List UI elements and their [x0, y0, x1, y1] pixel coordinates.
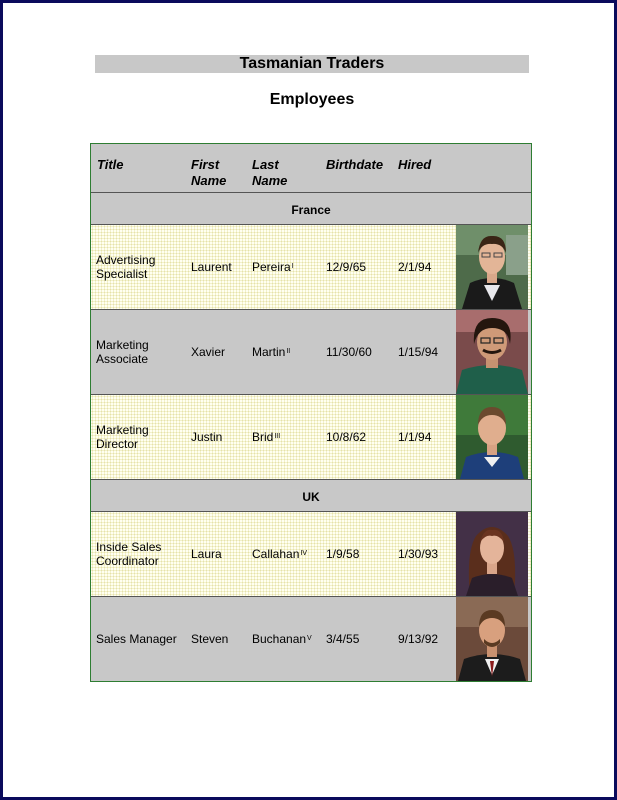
report-title: Tasmanian Traders — [95, 55, 529, 73]
photo-xavier-martin — [456, 310, 528, 394]
employee-last-name-cell: Martin II — [252, 345, 291, 359]
group-header-uk: UK — [91, 480, 531, 512]
photo-laurent-pereira — [456, 225, 528, 309]
employee-last-name-cell: Buchanan V — [252, 632, 312, 646]
employee-birthdate: 3/4/55 — [326, 632, 360, 646]
column-header-title: Title — [97, 157, 124, 172]
photo-steven-buchanan — [456, 597, 528, 681]
report-subtitle: Employees — [269, 91, 355, 108]
employee-title: Inside Sales Coordinator — [96, 540, 162, 568]
table-header — [91, 144, 531, 193]
employee-hired: 9/13/92 — [398, 632, 439, 646]
table-row — [91, 597, 531, 681]
employee-hired: 1/15/94 — [398, 345, 439, 359]
employee-hired: 1/1/94 — [398, 430, 432, 444]
employee-last-name: Brid — [252, 430, 274, 444]
employee-first-name: Laurent — [191, 260, 232, 274]
employee-last-name: Martin — [252, 345, 286, 359]
employee-title: Advertising Specialist — [96, 253, 156, 281]
employee-last-name: Callahan — [252, 547, 300, 561]
column-header-birthdate: Birthdate — [326, 157, 384, 172]
employee-birthdate: 11/30/60 — [326, 345, 372, 359]
employee-last-name-cell: Callahan IV — [252, 547, 307, 561]
employee-last-name-cell: Brid III — [252, 430, 281, 444]
employee-title: Marketing Director — [96, 423, 149, 451]
employee-birthdate: 12/9/65 — [326, 260, 367, 274]
photo-laura-callahan — [456, 512, 528, 596]
employees-table — [90, 143, 532, 682]
employee-title: Marketing Associate — [96, 338, 149, 366]
employee-last-name: Buchanan — [252, 632, 307, 646]
employee-last-name: Pereira — [252, 260, 291, 274]
employee-hired: 1/30/93 — [398, 547, 439, 561]
employee-first-name: Laura — [191, 547, 222, 561]
table-row — [91, 225, 531, 310]
column-header-hired: Hired — [398, 157, 432, 172]
column-header-first-name: First Name — [191, 157, 227, 188]
column-header-last-name: Last Name — [252, 157, 288, 188]
table-row — [91, 395, 531, 480]
group-header-france: France — [91, 193, 531, 225]
employee-first-name: Justin — [191, 430, 223, 444]
employee-last-name-cell: Pereira I — [252, 260, 294, 274]
employee-title: Sales Manager — [96, 632, 177, 646]
employee-birthdate: 1/9/58 — [326, 547, 360, 561]
employee-first-name: Xavier — [191, 345, 226, 359]
employee-birthdate: 10/8/62 — [326, 430, 367, 444]
photo-justin-brid — [456, 395, 528, 479]
table-row — [91, 512, 531, 597]
table-row — [91, 310, 531, 395]
employee-hired: 2/1/94 — [398, 260, 432, 274]
employee-first-name: Steven — [191, 632, 229, 646]
